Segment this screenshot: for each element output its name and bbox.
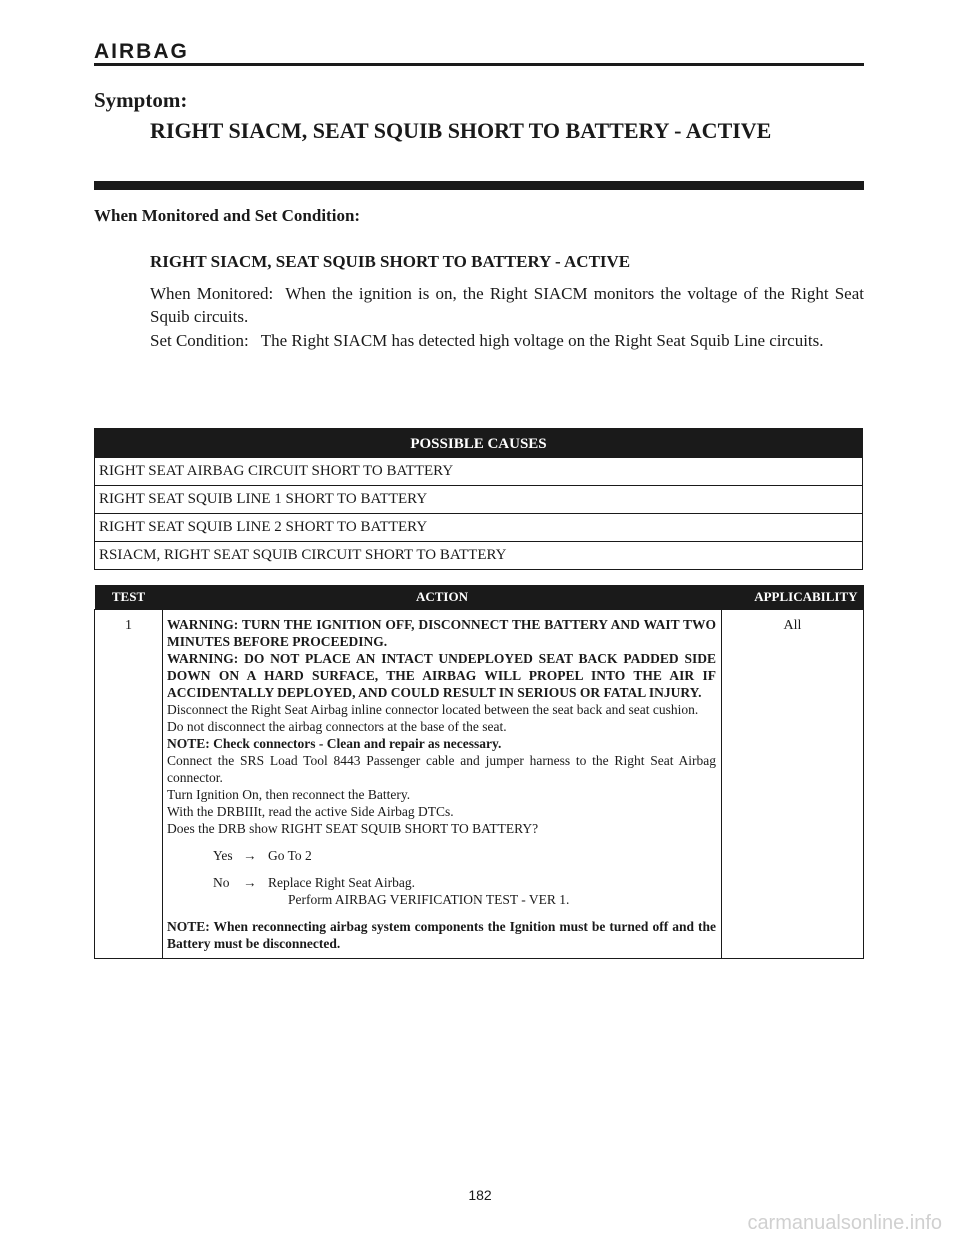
set-condition-text: The Right SIACM has detected high voltage on the Right Seat Squib Line circuits. [260, 331, 824, 350]
table-row [95, 610, 864, 959]
header-rule [94, 63, 864, 66]
test-table [94, 585, 864, 959]
yes-result: Go To 2 [268, 848, 312, 863]
step-ignition-on: Turn Ignition On, then reconnect the Battery. [167, 787, 411, 802]
step-do-not-disconnect: Do not disconnect the airbag connectors at the base of the seat. [167, 719, 507, 734]
no-label: No [213, 875, 230, 890]
cause-item: RIGHT SEAT AIRBAG CIRCUIT SHORT TO BATTERY [95, 457, 862, 485]
step-disconnect: Disconnect the Right Seat Airbag inline connector located between the seat back and seat cushion. [167, 702, 699, 717]
monitored-code: RIGHT SIACM, SEAT SQUIB SHORT TO BATTERY - ACTIVE [150, 252, 631, 271]
col-applicability-header: APPLICABILITY [722, 585, 864, 610]
test-number: 1 [95, 610, 163, 959]
when-monitored-key: When Monitored: [150, 284, 274, 303]
monitored-heading: When Monitored and Set Condition: [94, 206, 361, 225]
test-applicability: All [722, 610, 864, 959]
col-test-header: TEST [95, 585, 163, 610]
note-reconnecting: NOTE: When reconnecting airbag system components the Ignition must be turned off and the Battery must be disconnected. [167, 919, 716, 951]
section-title: AIRBAG [94, 40, 189, 63]
yes-label: Yes [213, 848, 233, 863]
cause-item: RIGHT SEAT SQUIB LINE 2 SHORT TO BATTERY [95, 513, 862, 541]
possible-causes-header: POSSIBLE CAUSES [95, 429, 862, 457]
watermark-text: carmanualsonline.info [747, 1212, 942, 1234]
test-table-header-row [95, 585, 864, 610]
note-check-connectors: NOTE: Check connectors - Clean and repair as necessary. [167, 736, 502, 751]
col-action-header: ACTION [163, 585, 722, 610]
when-monitored-paragraph [150, 282, 864, 328]
symptom-label: Symptom: [94, 88, 188, 112]
possible-causes-box [94, 428, 863, 570]
no-result [268, 874, 569, 908]
cause-item: RSIACM, RIGHT SEAT SQUIB CIRCUIT SHORT TO BATTERY [95, 541, 862, 569]
symptom-title: RIGHT SIACM, SEAT SQUIB SHORT TO BATTERY - ACTIVE [150, 118, 772, 143]
warning-seat-back: WARNING: DO NOT PLACE AN INTACT UNDEPLOYED SEAT BACK PADDED SIDE DOWN ON A HARD SURFACE, THE AIRBAG WILL PROPEL INTO THE AIR IF ACCIDENTALLY DEPLOYED, AND COULD RESULT IN SERIOUS OR FATAL INJURY. [167, 651, 716, 700]
yes-branch [213, 847, 716, 864]
warning-ignition: WARNING: TURN THE IGNITION OFF, DISCONNECT THE BATTERY AND WAIT TWO MINUTES BEFORE PROCEEDING. [167, 617, 716, 649]
page-number: 182 [468, 1187, 492, 1203]
step-read-dtcs: With the DRBIIIt, read the active Side Airbag DTCs. [167, 804, 454, 819]
set-condition-key: Set Condition: [150, 331, 249, 350]
set-condition-paragraph [150, 329, 864, 352]
no-result-line2: Perform AIRBAG VERIFICATION TEST - VER 1. [288, 892, 570, 907]
arrow-icon: → [243, 848, 257, 863]
question: Does the DRB show RIGHT SEAT SQUIB SHORT TO BATTERY? [167, 821, 539, 836]
no-result-line1: Replace Right Seat Airbag. [268, 875, 415, 890]
when-monitored-text: When the ignition is on, the Right SIACM monitors the voltage of the Right Seat Squib circuits. [150, 284, 864, 326]
test-action-cell [163, 610, 722, 959]
arrow-icon: → [243, 875, 257, 890]
no-branch [213, 874, 716, 908]
symptom-rule [94, 181, 864, 190]
cause-item: RIGHT SEAT SQUIB LINE 1 SHORT TO BATTERY [95, 485, 862, 513]
step-connect-load-tool: Connect the SRS Load Tool 8443 Passenger cable and jumper harness to the Right Seat Airbag connector. [167, 753, 716, 785]
